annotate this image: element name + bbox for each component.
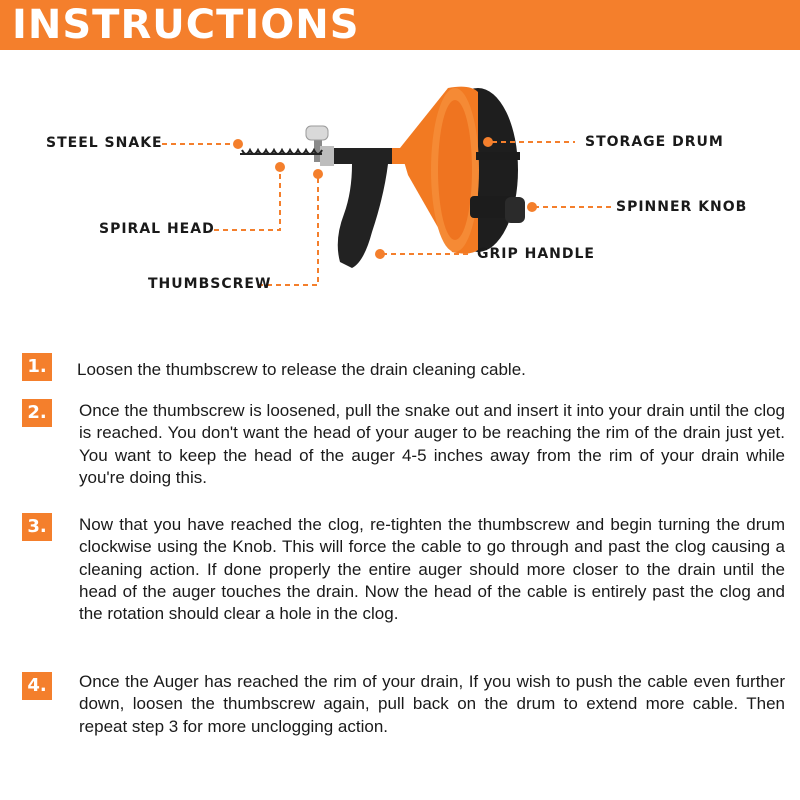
header-banner	[0, 0, 800, 50]
product-diagram	[0, 50, 800, 340]
step-number-badge: 2.	[22, 399, 52, 427]
label-spinner-knob: SPINNER KNOB	[616, 199, 748, 215]
step-number-badge: 4.	[22, 672, 52, 700]
spinner-knob	[505, 197, 525, 223]
page-title: INSTRUCTIONS	[12, 2, 360, 48]
thumbscrew	[306, 126, 328, 140]
label-steel-snake: STEEL SNAKE	[46, 135, 163, 151]
steel-snake-dot	[233, 139, 243, 149]
spiral-head-leader	[214, 168, 280, 230]
label-thumbscrew: THUMBSCREW	[148, 276, 272, 292]
grip-handle-dot	[375, 249, 385, 259]
spiral-head-dot	[275, 162, 285, 172]
step-text: Once the Auger has reached the rim of your drain, If you wish to push the cable even further down, loosen the thumbscrew again, pull back on the drum to extend more cable. Then repeat step 3 for more unclogging action.	[79, 672, 785, 736]
step-number-badge: 1.	[22, 353, 52, 381]
thumbscrew-leader	[258, 178, 318, 285]
drain-auger-illustration	[0, 50, 800, 340]
step-number-badge: 3.	[22, 513, 52, 541]
storage-drum-dot	[483, 137, 493, 147]
drum-shaft	[476, 152, 520, 160]
thumbscrew-dot	[313, 169, 323, 179]
spinner-knob-dot	[527, 202, 537, 212]
step-text: Once the thumbscrew is loosened, pull the snake out and insert it into your drain until the clog is reached. You don't want the head of your auger to be reaching the rim of the drain just yet. You want to keep the head of the auger 4-5 inches away from the rim of your drain while you're doing this.	[79, 401, 785, 487]
step-text: Loosen the thumbscrew to release the drain cleaning cable.	[77, 360, 526, 379]
label-grip-handle: GRIP HANDLE	[477, 246, 595, 262]
label-storage-drum: STORAGE DRUM	[585, 134, 724, 150]
label-spiral-head: SPIRAL HEAD	[99, 221, 215, 237]
step-text: Now that you have reached the clog, re-tighten the thumbscrew and begin turning the drum clockwise using the Knob. This will force the cable to go through and past the clog causing a cleaning action. If done properly the entire auger should more closer to the drain until the head of the auger touches the drain. Now the head of the cable is entirely past the clog and the rotation should clear a hole in the clog.	[79, 515, 785, 624]
steel-snake-spiral	[240, 150, 322, 154]
